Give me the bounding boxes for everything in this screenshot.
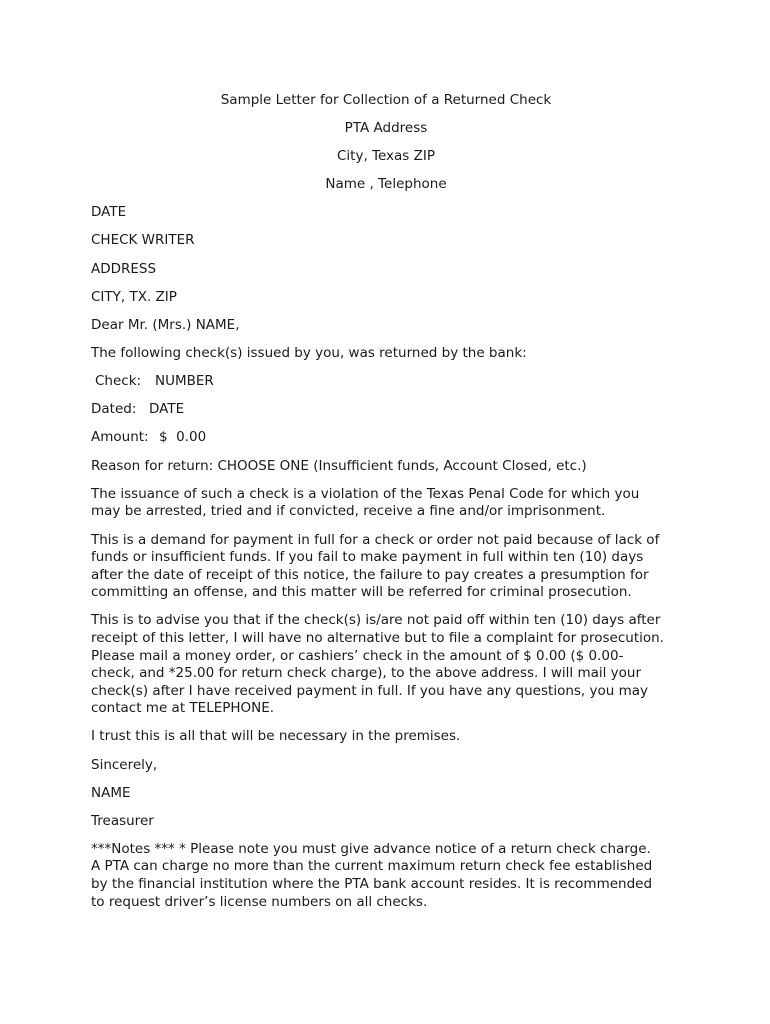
paragraph-demand: This is a demand for payment in full for a check or order not paid because of lack of funds or insufficient funds. If you fail to make payment in full within ten (10) days after the date of receipt of this notice, the failure to pay creates a presumption for committing an offense, and this matter will be referred for criminal prosecution. [91, 531, 660, 601]
recipient-address: ADDRESS [91, 260, 157, 277]
recipient-city: CITY, TX. ZIP [91, 288, 177, 305]
letter-title: Sample Letter for Collection of a Returned Check [220, 92, 552, 108]
pta-city: City, Texas ZIP [336, 148, 436, 165]
check-writer: CHECK WRITER [91, 232, 195, 249]
pta-address: PTA Address [344, 120, 428, 137]
check-value: NUMBER [155, 372, 214, 389]
dated-value: DATE [149, 401, 185, 418]
dated-label: Dated: [91, 401, 137, 418]
pta-contact: Name , Telephone [325, 176, 447, 193]
paragraph-violation: The issuance of such a check is a violation of the Texas Penal Code for which you may be arrested, tried and if convicted, receive a fine and/or imprisonment. [91, 485, 640, 520]
paragraph-advise: This is to advise you that if the check(s) is/are not paid off within ten (10) days after receipt of this letter, I will have no alternative but to file a complaint for prosecution. Please mail a money order, or cashiers’ check in the amount of $ 0.00 ($ 0.00- check, and *25.00 for return check charge), to the above address. I will mail your check(s) after I have received payment in full. If you have any questions, you may contact me at TELEPHONE. [91, 612, 664, 717]
amount-line [91, 429, 691, 447]
notes-paragraph: ***Notes *** * Please note you must give advance notice of a return check charge. A PTA can charge no more than the current maximum return check fee established by the financial institution where the PTA bank account resides. It is recommended to request driver’s license numbers on all checks. [91, 840, 653, 910]
letter-page [91, 92, 691, 922]
signer-role: Treasurer [91, 812, 154, 829]
check-label: Check: [95, 372, 142, 389]
signer-name: NAME [91, 784, 131, 801]
sign-off: Sincerely, [91, 756, 158, 773]
amount-value: $ 0.00 [159, 429, 207, 446]
closing-line: I trust this is all that will be necessary in the premises. [91, 728, 461, 745]
dated-line [91, 401, 691, 419]
salutation: Dear Mr. (Mrs.) NAME, [91, 316, 240, 333]
check-line [91, 373, 691, 391]
amount-label: Amount: [91, 429, 149, 446]
return-reason: Reason for return: CHOOSE ONE (Insufficient funds, Account Closed, etc.) [91, 457, 587, 474]
intro-line: The following check(s) issued by you, was returned by the bank: [91, 344, 527, 361]
letter-date: DATE [91, 204, 127, 221]
